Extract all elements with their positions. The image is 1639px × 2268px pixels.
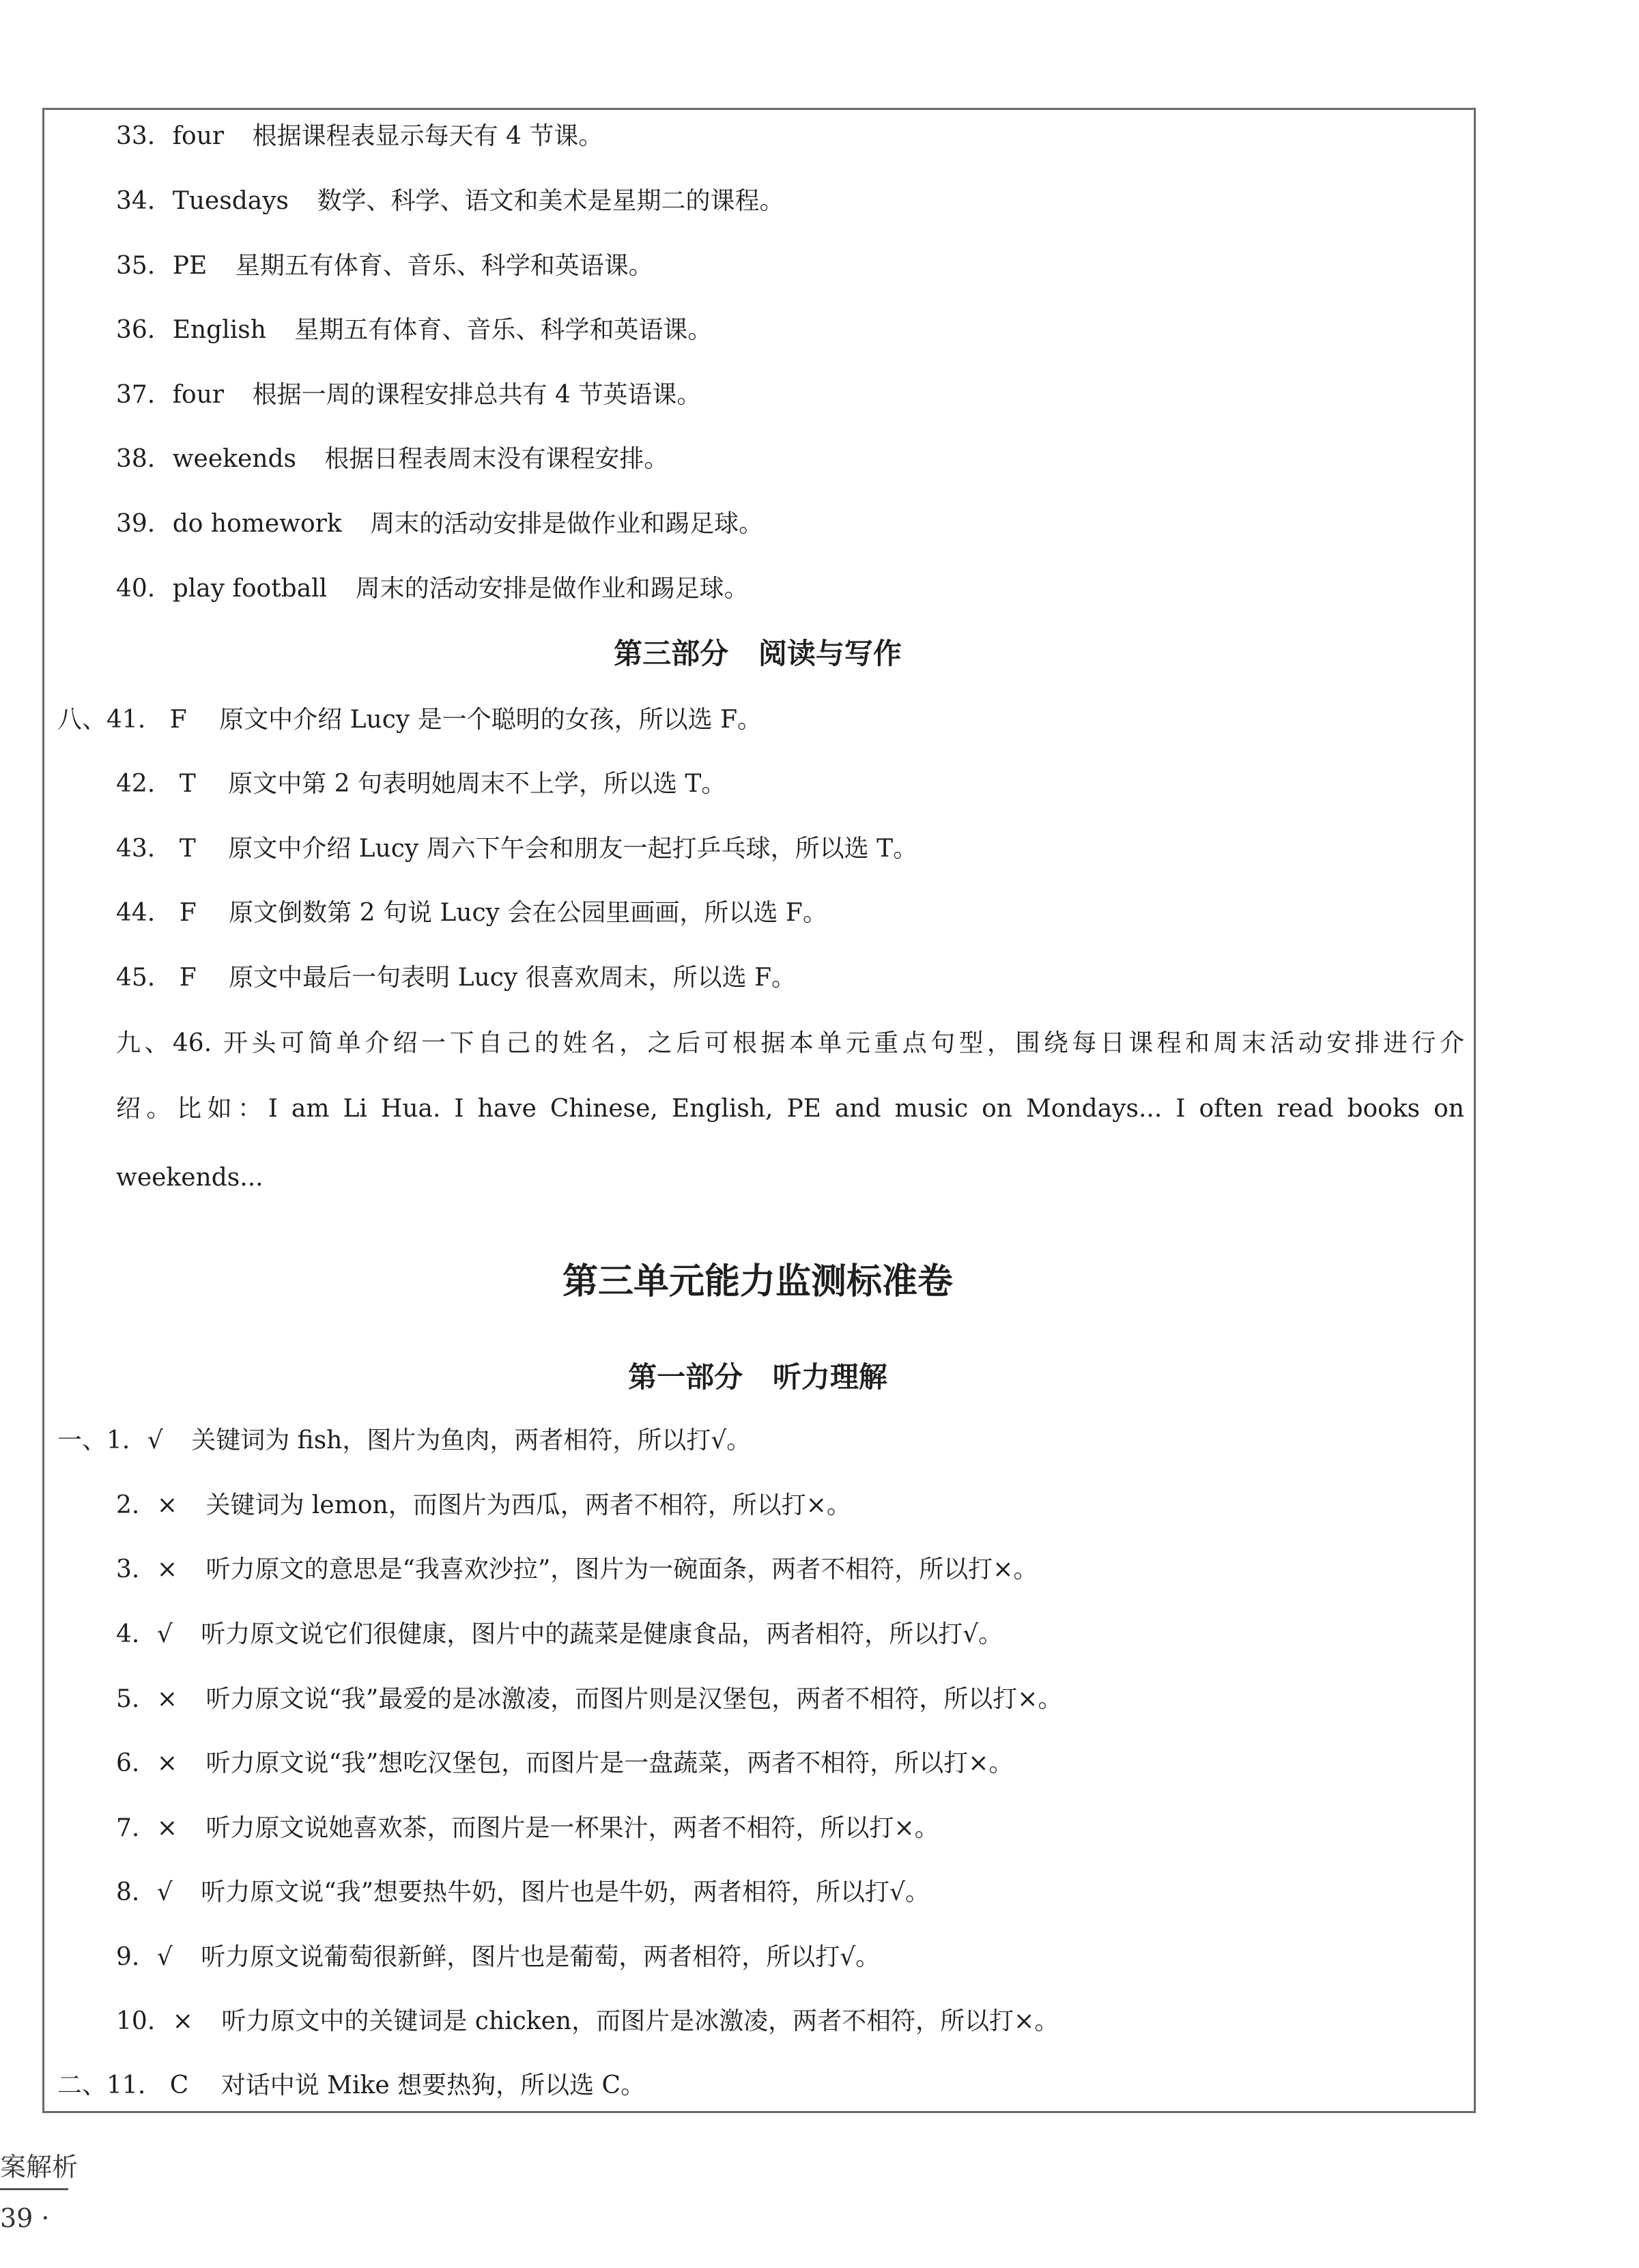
item-answer-mark: √ <box>156 1620 173 1648</box>
item-explanation: 数学、科学、语文和美术是星期二的课程。 <box>317 187 784 215</box>
item-number: 4. <box>116 1620 140 1648</box>
item-number: 45. <box>116 964 156 992</box>
item-explanation: 对话中说 Mike 想要热狗，所以选 C。 <box>220 2071 646 2099</box>
item-answer: four <box>172 122 225 150</box>
item-answer: English <box>172 316 266 344</box>
item-number: 9. <box>116 1943 140 1971</box>
item-explanation: 周末的活动安排是做作业和踢足球。 <box>355 575 749 603</box>
item-explanation: 周末的活动安排是做作业和踢足球。 <box>370 510 764 538</box>
answer-line-10 <box>116 2005 1059 2038</box>
answer-line-45 <box>116 962 796 994</box>
answer-line-6 <box>116 1747 1013 1780</box>
answer-line-9 <box>116 1941 880 1974</box>
answer-line-36 <box>116 314 712 347</box>
answer-line-44 <box>116 897 827 930</box>
item-explanation: 星期五有体育、音乐、科学和英语课。 <box>235 252 653 280</box>
answer-line-42 <box>116 768 726 801</box>
item-explanation: 根据一周的课程安排总共有 4 节英语课。 <box>252 381 702 409</box>
item-answer: weekends <box>172 445 296 473</box>
item-explanation: 听力原文说它们很健康，图片中的蔬菜是健康食品，两者相符，所以打√。 <box>201 1620 1003 1648</box>
item-answer-mark: × <box>156 1685 177 1713</box>
answer-46-line-1: 九、46. 开头可简单介绍一下自己的姓名，之后可根据本单元重点句型，围绕每日课程和周末活动安排进行介 <box>116 1029 1464 1057</box>
answer-line-8 <box>116 1876 930 1909</box>
item-answer: F <box>169 706 187 734</box>
item-number: 36. <box>116 316 156 344</box>
item-answer-mark: × <box>156 1749 177 1777</box>
answer-line-37 <box>116 379 701 412</box>
item-answer: T <box>179 770 196 798</box>
item-number: 39. <box>116 510 156 538</box>
item-number: 37. <box>116 381 156 409</box>
item-number: 8. <box>116 1878 140 1906</box>
item-number: 34. <box>116 187 156 215</box>
footer-rule <box>0 2188 68 2190</box>
item-explanation: 原文中第 2 句表明她周末不上学，所以选 T。 <box>228 770 726 798</box>
item-explanation: 听力原文中的关键词是 chicken，而图片是冰激凌，两者不相符，所以打×。 <box>221 2007 1059 2035</box>
footer-section-label: 案解析 <box>0 2152 79 2182</box>
item-answer: F <box>179 899 197 927</box>
item-answer: PE <box>172 252 208 280</box>
item-explanation: 关键词为 fish，图片为鱼肉，两者相符，所以打√。 <box>191 1426 752 1454</box>
item-number: 41. <box>106 706 146 734</box>
answer-46-line-3: weekends... <box>116 1164 263 1192</box>
answer-line-40 <box>116 573 749 605</box>
item-answer: C <box>169 2071 189 2099</box>
item-answer-mark: × <box>172 2007 193 2035</box>
item-answer-mark: √ <box>156 1878 173 1906</box>
item-explanation: 根据日程表周末没有课程安排。 <box>324 445 669 473</box>
item-explanation: 听力原文的意思是“我喜欢沙拉”，图片为一碗面条，两者不相符，所以打×。 <box>205 1555 1038 1583</box>
section-prefix: 一、 <box>57 1426 107 1454</box>
answer-line-3 <box>116 1553 1038 1586</box>
item-number: 11. <box>106 2071 146 2099</box>
item-answer: four <box>172 381 225 409</box>
section-heading-reading-writing: 第三部分 阅读与写作 <box>614 637 902 670</box>
item-explanation: 根据课程表显示每天有 4 节课。 <box>252 122 603 150</box>
item-answer: Tuesdays <box>172 187 289 215</box>
answer-line-2 <box>116 1489 851 1522</box>
item-number: 5. <box>116 1685 140 1713</box>
item-number: 6. <box>116 1749 140 1777</box>
item-answer-mark: √ <box>156 1943 173 1971</box>
item-number: 35. <box>116 252 156 280</box>
item-number: 38. <box>116 445 156 473</box>
item-answer-mark: × <box>156 1555 177 1583</box>
item-number: 2. <box>116 1491 140 1519</box>
item-number: 43. <box>116 835 156 863</box>
item-answer: play football <box>172 575 328 603</box>
section-prefix: 八、 <box>57 706 107 734</box>
answer-line-38 <box>116 443 668 476</box>
answer-line-39 <box>116 508 763 541</box>
item-answer: do homework <box>172 510 342 538</box>
item-answer: F <box>179 964 197 992</box>
answer-line-41 <box>57 704 762 736</box>
answer-line-5 <box>116 1683 1062 1716</box>
item-explanation: 原文中介绍 Lucy 是一个聪明的女孩，所以选 F。 <box>219 706 763 734</box>
item-number: 10. <box>116 2007 156 2035</box>
item-explanation: 听力原文说她喜欢茶，而图片是一杯果汁，两者不相符，所以打×。 <box>205 1814 939 1842</box>
answer-46-line-2: 绍。比如：I am Li Hua. I have Chinese, English, PE and music on Mondays... I often read books on <box>116 1095 1464 1123</box>
item-number: 40. <box>116 575 156 603</box>
item-number: 3. <box>116 1555 140 1583</box>
item-explanation: 听力原文说“我”想吃汉堡包，而图片是一盘蔬菜，两者不相符，所以打×。 <box>205 1749 1014 1777</box>
item-answer-mark: √ <box>147 1426 163 1454</box>
answer-line-43 <box>116 833 917 865</box>
item-explanation: 原文倒数第 2 句说 Lucy 会在公园里画画，所以选 F。 <box>229 899 827 927</box>
answer-line-4 <box>116 1618 1003 1651</box>
answer-line-7 <box>116 1812 939 1845</box>
item-explanation: 星期五有体育、音乐、科学和英语课。 <box>294 316 713 344</box>
item-number: 1. <box>106 1426 130 1454</box>
item-answer-mark: × <box>156 1814 177 1842</box>
answer-line-33 <box>116 120 603 153</box>
item-answer-mark: × <box>156 1491 177 1519</box>
answer-line-1 <box>57 1424 751 1457</box>
section-prefix: 二、 <box>57 2071 107 2099</box>
answer-line-34 <box>116 185 784 218</box>
unit-title: 第三单元能力监测标准卷 <box>562 1261 953 1302</box>
item-explanation: 听力原文说“我”想要热牛奶，图片也是牛奶，两者相符，所以打√。 <box>201 1878 930 1906</box>
page-number: 39 · <box>0 2203 50 2233</box>
item-number: 7. <box>116 1814 140 1842</box>
item-explanation: 原文中最后一句表明 Lucy 很喜欢周末，所以选 F。 <box>229 964 797 992</box>
item-explanation: 听力原文说葡萄很新鲜，图片也是葡萄，两者相符，所以打√。 <box>201 1943 881 1971</box>
section-heading-listening: 第一部分 听力理解 <box>628 1360 887 1394</box>
item-explanation: 听力原文说“我”最爱的是冰激凌，而图片则是汉堡包，两者不相符，所以打×。 <box>205 1685 1063 1713</box>
answer-line-35 <box>116 250 653 283</box>
item-number: 44. <box>116 899 156 927</box>
item-explanation: 原文中介绍 Lucy 周六下午会和朋友一起打乒乓球，所以选 T。 <box>228 835 918 863</box>
item-number: 33. <box>116 122 156 150</box>
item-number: 42. <box>116 770 156 798</box>
item-answer: T <box>179 835 196 863</box>
answer-line-11 <box>57 2069 645 2102</box>
item-explanation: 关键词为 lemon，而图片为西瓜，两者不相符，所以打×。 <box>205 1491 851 1519</box>
